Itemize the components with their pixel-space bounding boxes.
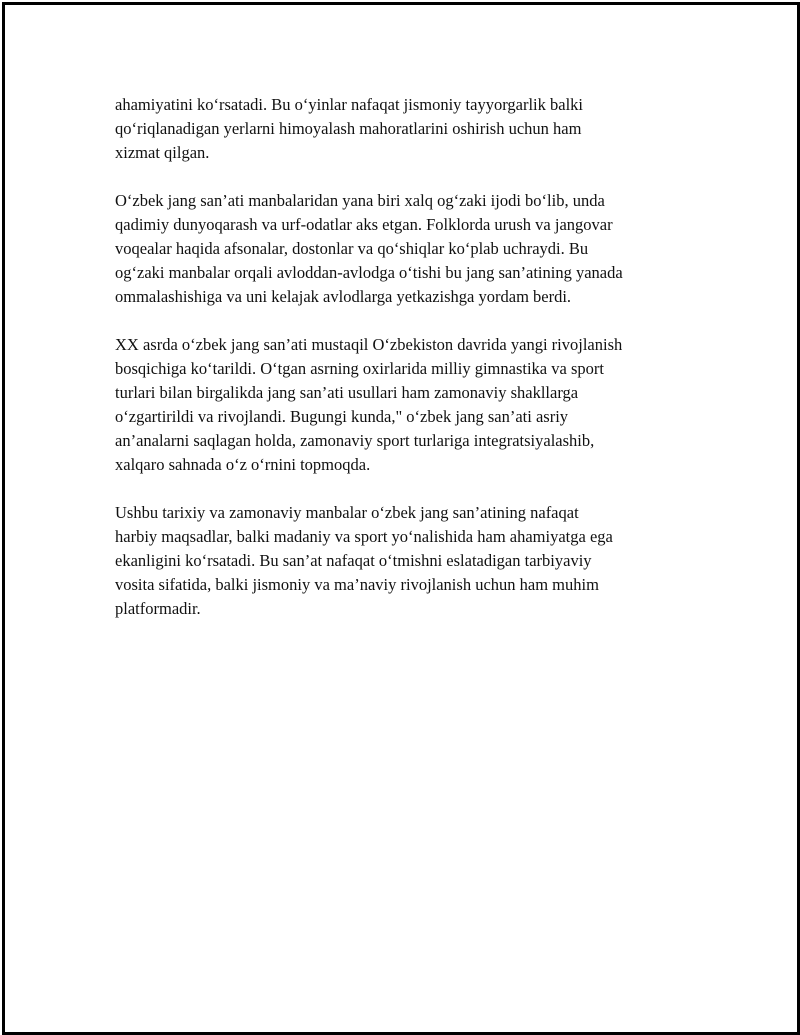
document-body <box>115 93 695 645</box>
text-line: bosqichiga ko‘tarildi. O‘tgan asrning oxirlarida milliy gimnastika va sport <box>115 359 604 378</box>
paragraph-4 <box>115 501 695 621</box>
text-line: harbiy maqsadlar, balki madaniy va sport yo‘nalishida ham ahamiyatga ega <box>115 527 613 546</box>
text-line: o‘zgartirildi va rivojlandi. Bugungi kunda," o‘zbek jang san’ati asriy <box>115 407 569 426</box>
paragraph-1 <box>115 93 695 165</box>
paragraph-2 <box>115 189 695 309</box>
text-line: vosita sifatida, balki jismoniy va ma’naviy rivojlanish uchun ham muhim <box>115 575 599 594</box>
text-line: qo‘riqlanadigan yerlarni himoyalash mahoratlarini oshirish uchun ham <box>115 119 582 138</box>
text-line: Ushbu tarixiy va zamonaviy manbalar o‘zbek jang san’atining nafaqat <box>115 503 579 522</box>
text-line: XX asrda o‘zbek jang san’ati mustaqil O‘zbekiston davrida yangi rivojlanish <box>115 335 623 354</box>
text-line: an’analarni saqlagan holda, zamonaviy sport turlariga integratsiyalashib, <box>115 431 595 450</box>
text-line: ahamiyatini ko‘rsatadi. Bu o‘yinlar nafaqat jismoniy tayyorgarlik balki <box>115 95 583 114</box>
text-line: turlari bilan birgalikda jang san’ati usullari ham zamonaviy shakllarga <box>115 383 579 402</box>
paragraph-3 <box>115 333 695 477</box>
text-line: ommalashishiga va uni kelajak avlodlarga yetkazishga yordam berdi. <box>115 287 572 306</box>
text-line: xalqaro sahnada o‘z o‘rnini topmoqda. <box>115 455 371 474</box>
text-line: O‘zbek jang san’ati manbalaridan yana biri xalq og‘zaki ijodi bo‘lib, unda <box>115 191 605 210</box>
text-line: xizmat qilgan. <box>115 143 210 162</box>
text-line: ekanligini ko‘rsatadi. Bu san’at nafaqat o‘tmishni eslatadigan tarbiyaviy <box>115 551 592 570</box>
text-line: voqealar haqida afsonalar, dostonlar va qo‘shiqlar ko‘plab uchraydi. Bu <box>115 239 589 258</box>
text-line: og‘zaki manbalar orqali avloddan-avlodga o‘tishi bu jang san’atining yanada <box>115 263 623 282</box>
text-line: platformadir. <box>115 599 201 618</box>
text-line: qadimiy dunyoqarash va urf-odatlar aks etgan. Folklorda urush va jangovar <box>115 215 613 234</box>
